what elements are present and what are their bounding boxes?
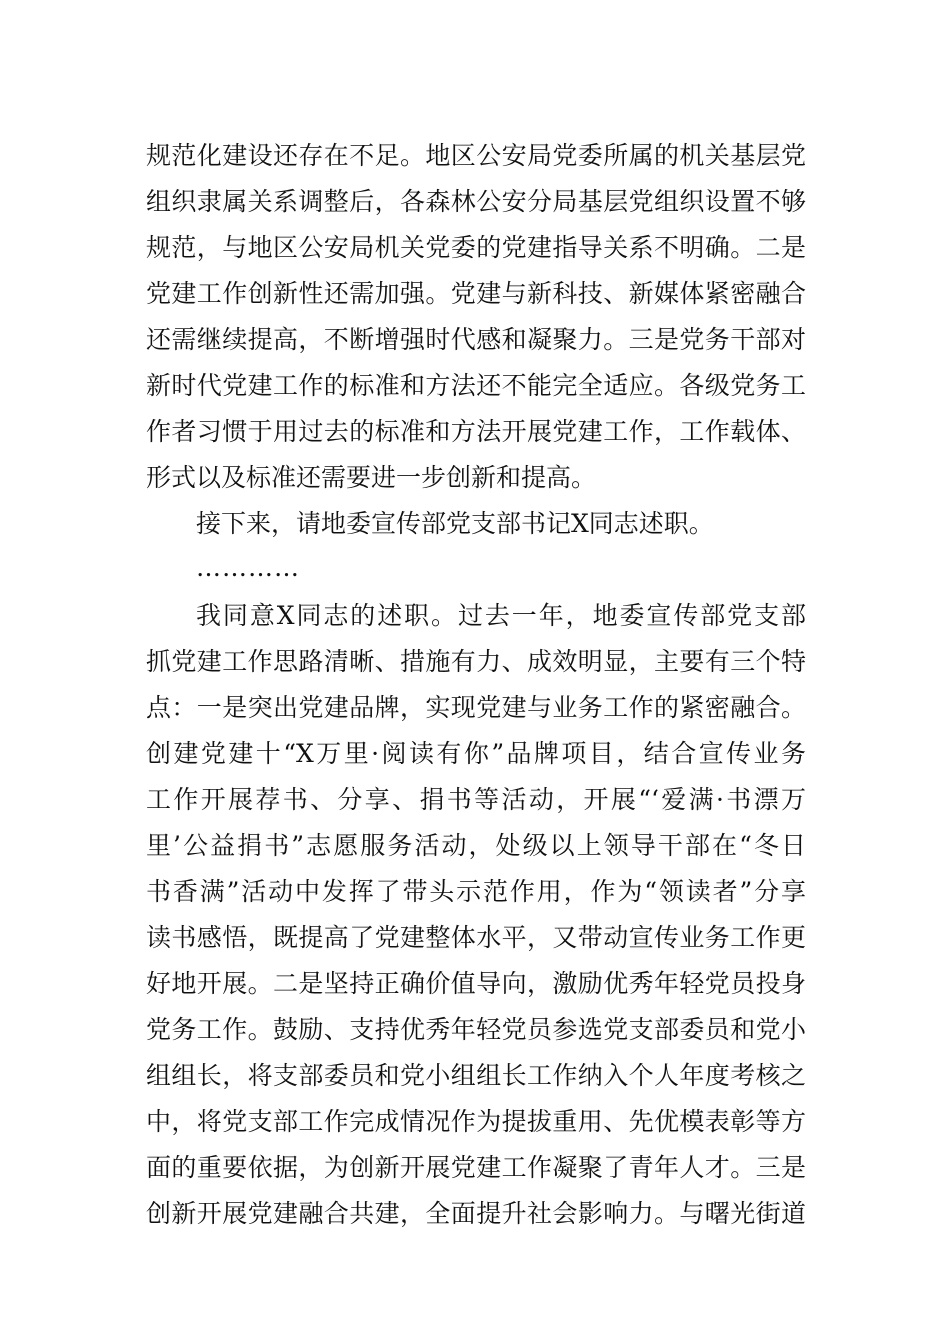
text-line: 组织隶属关系调整后，各森林公安分局基层党组织设置不够 bbox=[146, 187, 806, 216]
text-line: 中，将党支部工作完成情况作为提拔重用、先优模表彰等方 bbox=[146, 1107, 806, 1136]
text-line: 创建党建十“X万里·阅读有你”品牌项目，结合宣传业务 bbox=[146, 739, 806, 768]
text-line: 工作开展荐书、分享、捐书等活动，开展“‘爱满·书漂万 bbox=[146, 785, 806, 814]
text-line: 新时代党建工作的标准和方法还不能完全适应。各级党务工 bbox=[146, 371, 806, 400]
text-line: 创新开展党建融合共建，全面提升社会影响力。与曙光街道 bbox=[146, 1199, 806, 1228]
text-line: 点：一是突出党建品牌，实现党建与业务工作的紧密融合。 bbox=[146, 693, 806, 722]
text-line: 抓党建工作思路清晰、措施有力、成效明显，主要有三个特 bbox=[146, 647, 806, 676]
text-line: 形式以及标准还需要进一步创新和提高。 bbox=[146, 463, 597, 492]
text-line: 书香满”活动中发挥了带头示范作用，作为“领读者”分享 bbox=[146, 877, 806, 906]
text-line: 面的重要依据，为创新开展党建工作凝聚了青年人才。三是 bbox=[146, 1153, 806, 1182]
text-line: 党务工作。鼓励、支持优秀年轻党员参选党支部委员和党小 bbox=[146, 1015, 806, 1044]
text-line: 好地开展。二是坚持正确价值导向，激励优秀年轻党员投身 bbox=[146, 969, 806, 998]
text-line: 我同意X同志的述职。过去一年，地委宣传部党支部 bbox=[196, 601, 806, 630]
text-line: 接下来，请地委宣传部党支部书记X同志述职。 bbox=[196, 509, 714, 538]
text-line: 里’公益捐书”志愿服务活动，处级以上领导干部在“冬日 bbox=[146, 831, 806, 860]
text-line: 读书感悟，既提高了党建整体水平，又带动宣传业务工作更 bbox=[146, 923, 806, 952]
text-line: 党建工作创新性还需加强。党建与新科技、新媒体紧密融合 bbox=[146, 279, 806, 308]
text-line: 规范，与地区公安局机关党委的党建指导关系不明确。二是 bbox=[146, 233, 806, 262]
text-line: 作者习惯于用过去的标准和方法开展党建工作，工作载体、 bbox=[146, 417, 806, 446]
text-line: 还需继续提高，不断增强时代感和凝聚力。三是党务干部对 bbox=[146, 325, 806, 354]
text-line: 规范化建设还存在不足。地区公安局党委所属的机关基层党 bbox=[146, 141, 806, 170]
text-line: 组组长，将支部委员和党小组组长工作纳入个人年度考核之 bbox=[146, 1061, 806, 1090]
ellipsis-line: ………… bbox=[196, 553, 300, 582]
